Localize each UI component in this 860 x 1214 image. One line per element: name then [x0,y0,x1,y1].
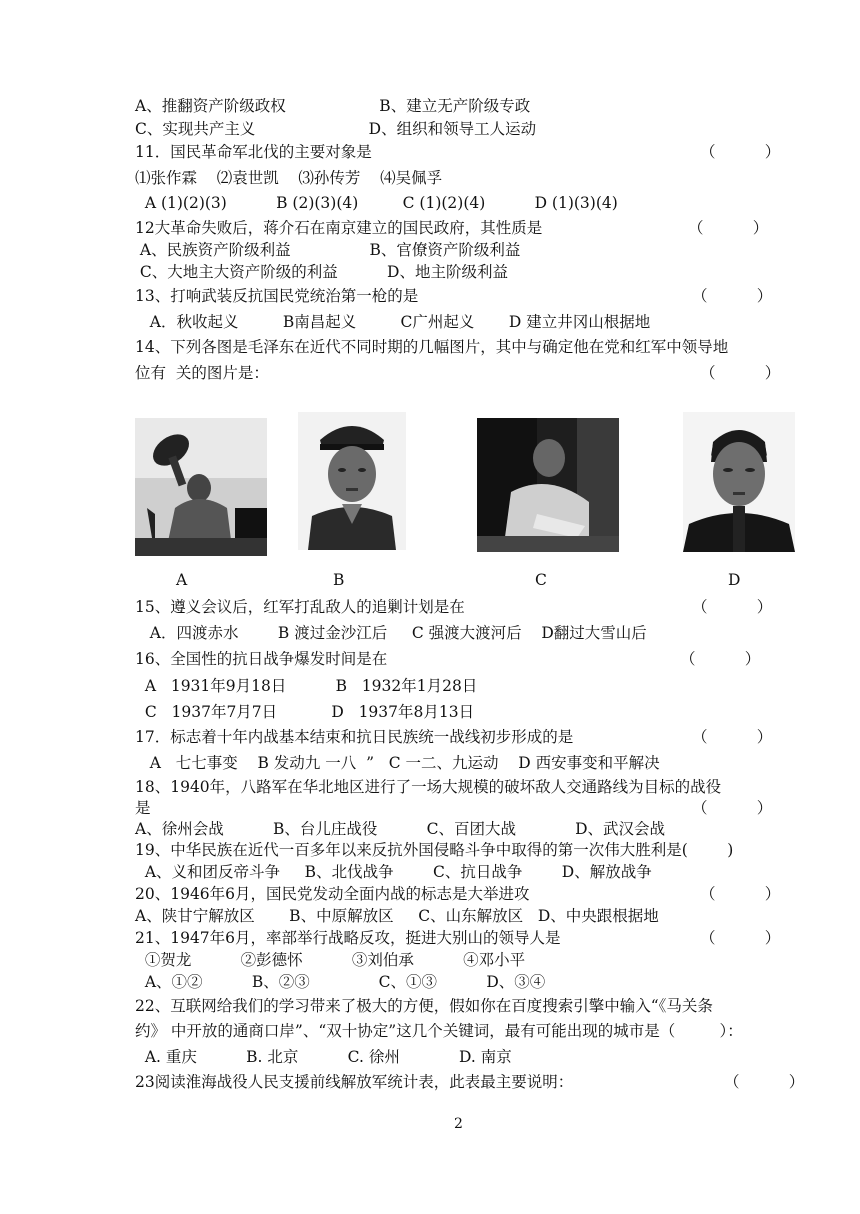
text-line: A、①② B、②③ C、①③ D、③④ [135,973,546,991]
text-line: A 七七事变 B 发动九 一八 ” C 一二、九运动 D 西安事变和平解决 [135,754,660,772]
text-line: A. 重庆 B. 北京 C. 徐州 D. 南京 [135,1048,512,1066]
answer-blank[interactable]: （ ） [692,598,773,616]
text-line: 13、打响武装反抗国民党统治第一枪的是 [135,287,419,305]
text-line: C 1937年7月7日 D 1937年8月13日 [135,703,475,721]
text-line: A．四渡赤水 B 渡过金沙江后 C 强渡大渡河后 D翻过大雪山后 [135,624,647,642]
answer-blank[interactable]: （ ） [680,650,761,668]
text-line: A、民族资产阶级利益 B、官僚资产阶级利益 [135,241,521,259]
answer-blank[interactable]: （ ） [700,143,781,161]
text-line: 19、中华民族在近代一百多年以来反抗外国侵略斗争中取得的第一次伟大胜利是( ) [135,841,734,859]
photo-a-caption: A [176,571,188,589]
photo-d [683,412,795,552]
photo-b-caption: B [333,571,345,589]
text-line: 是 [135,799,151,817]
photo-b [298,412,406,550]
text-line: 位有 关的图片是： [135,364,269,382]
text-line: 11．国民革命军北伐的主要对象是 [135,143,372,161]
photo-c [477,418,619,552]
text-line: A、陕甘宁解放区 B、中原解放区 C、山东解放区 D、中央跟根据地 [135,907,659,925]
answer-blank[interactable]: （ ） [700,364,781,382]
text-line: ⑴张作霖 ⑵袁世凯 ⑶孙传芳 ⑷吴佩孚 [135,169,443,187]
answer-blank[interactable]: （ ） [692,799,773,817]
text-line: 12大革命失败后，蒋介石在南京建立的国民政府，其性质是 [135,219,543,237]
text-line: 22、互联网给我们的学习带来了极大的方便，假如你在百度搜索引擎中输入“《马关条 [135,997,713,1015]
answer-blank[interactable]: （ ） [724,1073,805,1091]
text-line: 约》 中开放的通商口岸”、“双十协定”这几个关键词，最有可能出现的城市是（ ）： [135,1022,743,1040]
answer-blank[interactable]: （ ） [692,287,773,305]
text-line: A 1931年9月18日 B 1932年1月28日 [135,677,478,695]
text-line: A、推翻资产阶级政权 B、建立无产阶级专政 [135,97,531,115]
text-line: A、徐州会战 B、台儿庄战役 C、百团大战 D、武汉会战 [135,820,666,838]
text-line: 16、全国性的抗日战争爆发时间是在 [135,650,388,668]
text-line: A (1)(2)(3) B (2)(3)(4) C (1)(2)(4) D (1)(3)(4) [135,194,618,212]
answer-blank[interactable]: （ ） [688,219,769,237]
text-line: C、大地主大资产阶级的利益 D、地主阶级利益 [135,263,508,281]
text-line: ①贺龙 ②彭德怀 ③刘伯承 ④邓小平 [135,951,526,969]
text-line: 14、下列各图是毛泽东在近代不同时期的几幅图片，其中与确定他在党和红军中领导地 [135,338,729,356]
answer-blank[interactable]: （ ） [700,885,781,903]
text-line: C、实现共产主义 D、组织和领导工人运动 [135,120,537,138]
text-line: 21、1947年6月，率部举行战略反攻，挺进大别山的领导人是 [135,929,561,947]
page-number: 2 [454,1116,463,1132]
photo-d-caption: D [728,571,741,589]
text-line: A、义和团反帝斗争 B、北伐战争 C、抗日战争 D、解放战争 [135,863,652,881]
text-line: 18、1940年，八路军在华北地区进行了一场大规模的破坏敌人交通路线为目标的战役 [135,778,722,796]
text-line: A．秋收起义 B南昌起义 C广州起义 D 建立井冈山根据地 [135,313,651,331]
answer-blank[interactable]: （ ） [700,929,781,947]
text-line: 23阅读淮海战役人民支援前线解放军统计表，此表最主要说明： [135,1073,574,1091]
answer-blank[interactable]: （ ） [692,728,773,746]
text-line: 20、1946年6月，国民党发动全面内战的标志是大举进攻 [135,885,530,903]
text-line: 17．标志着十年内战基本结束和抗日民族统一战线初步形成的是 [135,728,574,746]
text-line: 15、遵义会议后，红军打乱敌人的追剿计划是在 [135,598,465,616]
photo-a [135,418,267,556]
photo-c-caption: C [535,571,547,589]
